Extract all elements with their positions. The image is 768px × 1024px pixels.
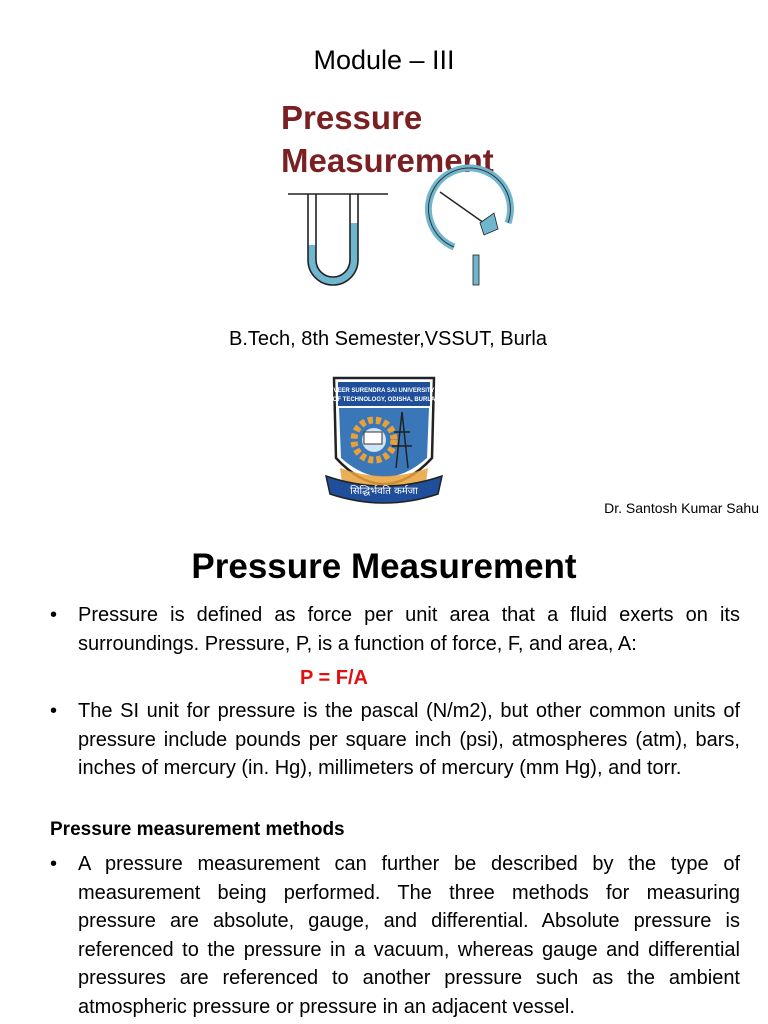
illustration-title-line1: Pressure [281,99,423,136]
u-tube-manometer-icon [288,194,388,285]
author-name: Dr. Santosh Kumar Sahu [604,500,759,516]
bullet-dot: • [50,604,58,626]
bullet-text: The SI unit for pressure is the pascal (N/m2), but other common units of pressure include pounds per square inch (psi), atmospheres (atm), bars, inches of mercury (in. Hg), millimeters of mercury (mm Hg), and torr. [78,700,740,779]
bullet-definition [50,601,740,658]
slide-title: Pressure Measurement [191,547,577,586]
pressure-measurement-illustration [270,95,540,295]
bullet-dot: • [50,700,58,722]
university-emblem [322,372,446,510]
methods-heading: Pressure measurement methods [50,819,345,840]
emblem-text-line1: VEER SURENDRA SAI UNIVERSITY [333,388,435,394]
bullet-text: A pressure measurement can further be described by the type of measurement being performed. The three methods for measuring pressure are absolute, gauge, and differential. Absolute pressure is referenced to the pressure in a vacuum, whereas gauge and differential pressures are referenced to another pressure such as the ambient atmospheric pressure or pressure in an adjacent vessel. [78,853,740,1018]
bourdon-gauge-icon [428,168,510,285]
bullet-si-unit [50,697,740,783]
bullet-text: Pressure is defined as force per unit area that a fluid exerts on its surroundings. Pressure, P, is a function of force, F, and area, A: [78,604,740,655]
bullet-dot: • [50,853,58,875]
bullet-methods [50,850,740,1021]
pressure-formula: P = F/A [300,667,368,689]
emblem-text-line2: OF TECHNOLOGY, ODISHA, BURLA [332,397,436,403]
illustration-title-line2: Measurement [281,142,494,179]
emblem-motto: सिद्धिर्भवति कर्मजा [350,486,418,497]
course-info: B.Tech, 8th Semester,VSSUT, Burla [229,328,547,350]
module-title: Module – III [313,45,455,75]
